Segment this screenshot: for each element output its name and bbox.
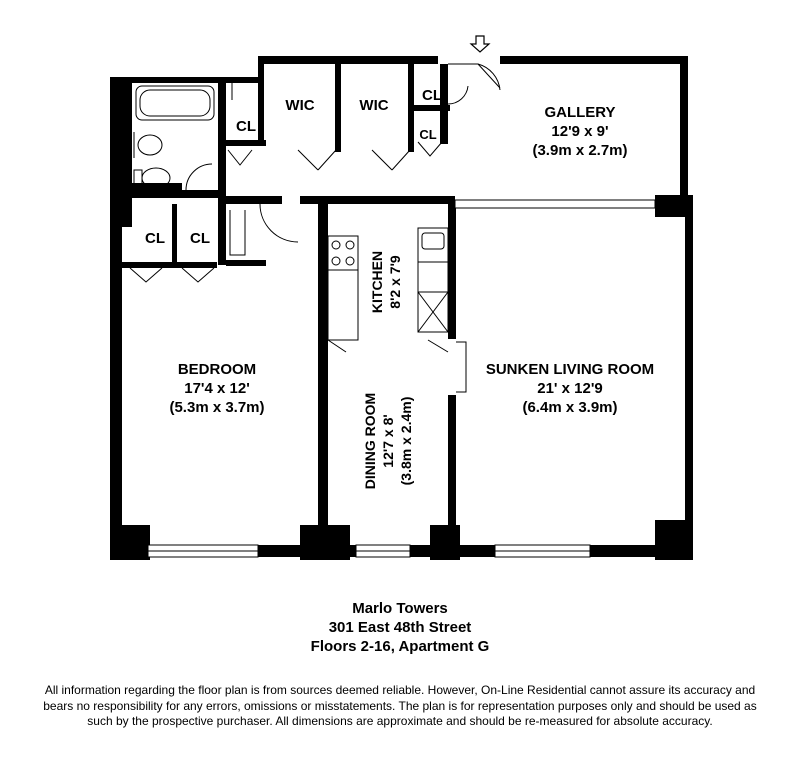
building-address: 301 East 48th Street <box>328 619 472 636</box>
entry-arrow-icon <box>471 36 489 52</box>
stove-icon <box>328 236 358 270</box>
bathtub-icon <box>136 86 214 120</box>
cl-label-bed-1: CL <box>145 230 165 247</box>
building-unit: Floors 2-16, Apartment G <box>310 638 490 655</box>
building-name: Marlo Towers <box>352 600 448 617</box>
cl-label-small: CL <box>419 127 437 142</box>
wic-label-1: WIC <box>285 97 315 114</box>
living-dim: 21' x 12'9 <box>537 380 603 397</box>
bedroom-metric: (5.3m x 3.7m) <box>169 399 265 416</box>
dining-name: DINING ROOM <box>362 392 378 490</box>
living-metric: (6.4m x 3.9m) <box>522 399 618 416</box>
living-name: SUNKEN LIVING ROOM <box>485 361 655 378</box>
cl-label-entry: CL <box>422 87 442 104</box>
kitchen-dim: 8'2 x 7'9 <box>387 255 403 309</box>
gallery-dim: 12'9 x 9' <box>551 123 609 140</box>
disclaimer-text: All information regarding the floor plan is from sources deemed reliable. However, On-Line Residential cannot assure its accuracy and bears no responsibility for any errors, omissions or misstatements. The plan is for representation purposes only and should be used as such by the prospective purchaser. All dimensions are approximate and should be re-measured for absolute accuracy. <box>43 683 757 728</box>
cl-label-bed-2: CL <box>190 230 210 247</box>
dining-metric: (3.8m x 2.4m) <box>398 396 414 486</box>
wic-label-2: WIC <box>359 97 389 114</box>
dining-dim: 12'7 x 8' <box>380 414 396 468</box>
bedroom-name: BEDROOM <box>177 361 257 378</box>
cl-label-bath: CL <box>236 118 256 135</box>
gallery-name: GALLERY <box>544 104 616 121</box>
sink-icon <box>138 135 162 155</box>
kitchen-name: KITCHEN <box>369 250 385 314</box>
bedroom-dim: 17'4 x 12' <box>184 380 250 397</box>
building-caption <box>0 599 800 656</box>
gallery-metric: (3.9m x 2.7m) <box>532 142 628 159</box>
